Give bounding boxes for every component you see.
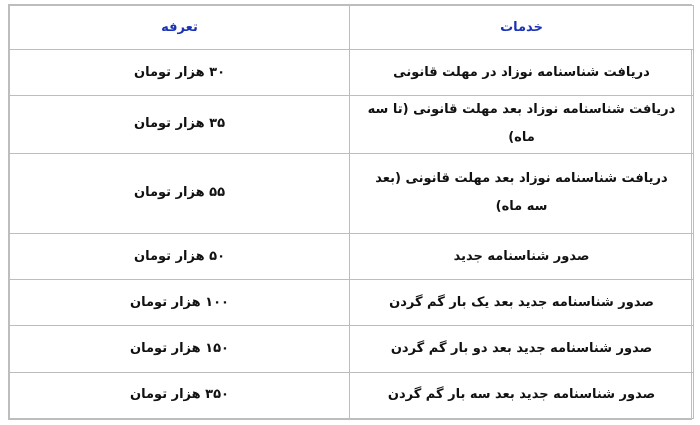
service-cell: صدور شناسنامه جدید bbox=[350, 233, 694, 279]
price-cell: ۳۵۰ هزار تومان bbox=[10, 372, 350, 418]
table-row bbox=[10, 233, 694, 279]
table-row bbox=[10, 153, 694, 233]
price-cell: ۱۰۰ هزار تومان bbox=[10, 280, 350, 326]
service-cell: صدور شناسنامه جدید بعد یک بار گم گردن bbox=[350, 280, 694, 326]
service-cell: دریافت شناسنامه نوزاد بعد مهلت قانونی (تا سه ماه) bbox=[350, 96, 694, 153]
tariff-table-container bbox=[8, 4, 692, 420]
price-cell: ۵۰ هزار تومان bbox=[10, 233, 350, 279]
price-cell: ۳۰ هزار تومان bbox=[10, 50, 350, 96]
table-header-row bbox=[10, 6, 694, 50]
service-cell: صدور شناسنامه جدید بعد سه بار گم گردن bbox=[350, 372, 694, 418]
table-row bbox=[10, 280, 694, 326]
service-cell: دریافت شناسنامه نوزاد در مهلت قانونی bbox=[350, 50, 694, 96]
services-header: خدمات bbox=[350, 6, 694, 50]
table-row bbox=[10, 96, 694, 153]
tariff-table bbox=[9, 5, 694, 419]
tariff-header: تعرفه bbox=[10, 6, 350, 50]
price-cell: ۱۵۰ هزار تومان bbox=[10, 326, 350, 372]
service-cell: دریافت شناسنامه نوزاد بعد مهلت قانونی (بعد سه ماه) bbox=[350, 153, 694, 233]
table-row bbox=[10, 372, 694, 418]
table-row bbox=[10, 326, 694, 372]
service-cell: صدور شناسنامه جدید بعد دو بار گم گردن bbox=[350, 326, 694, 372]
table-row bbox=[10, 50, 694, 96]
price-cell: ۳۵ هزار تومان bbox=[10, 96, 350, 153]
price-cell: ۵۵ هزار تومان bbox=[10, 153, 350, 233]
